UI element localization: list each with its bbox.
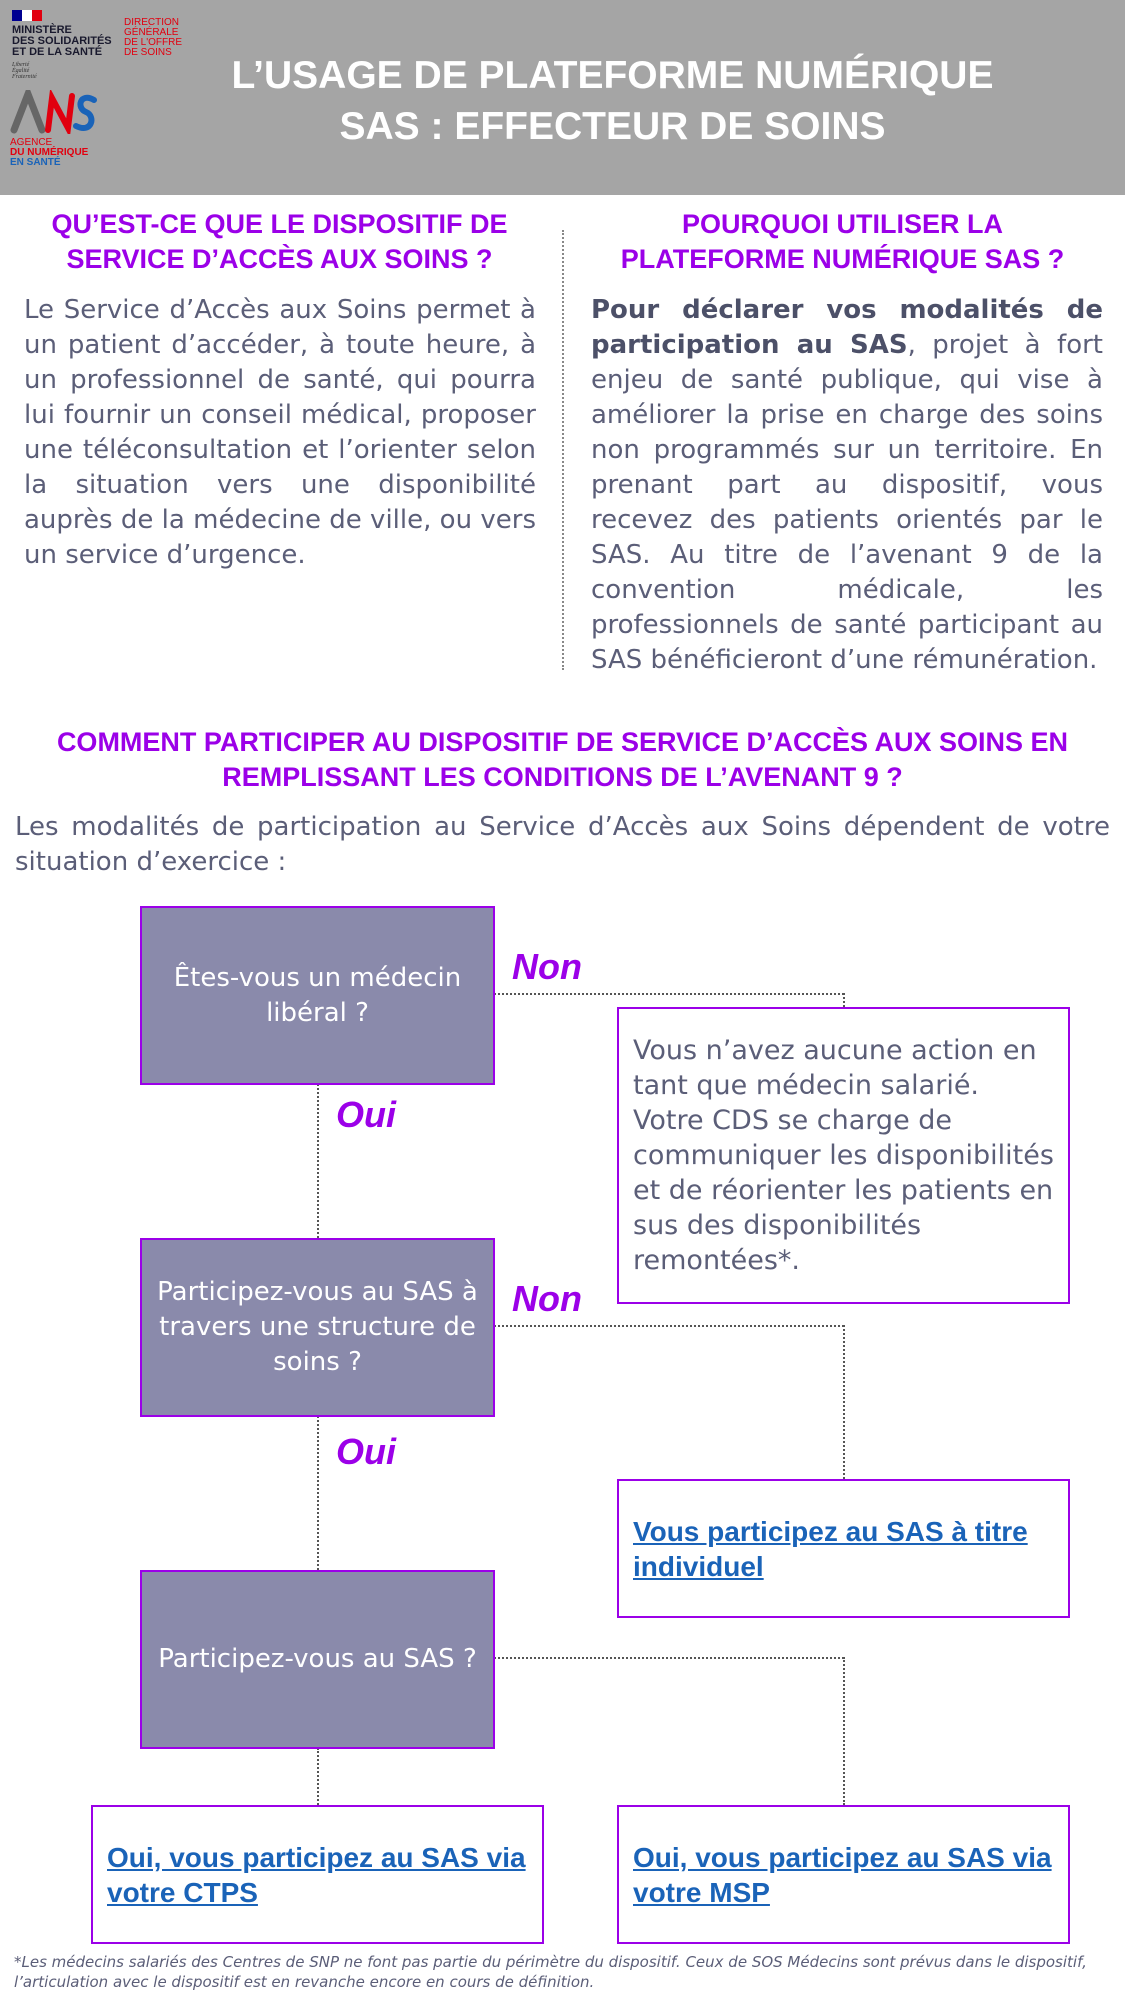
right-section-text bbox=[591, 293, 1103, 678]
question-text-liberal: Êtes-vous un médecin libéral ? bbox=[173, 962, 462, 1028]
answer-box-salarie bbox=[617, 1007, 1070, 1304]
page-title-line-2: SAS : EFFECTEUR DE SOINS bbox=[339, 105, 886, 148]
ministry-name-line-1: MINISTÈRE bbox=[12, 24, 72, 36]
participation-title: COMMENT PARTICIPER AU DISPOSITIF DE SERVICE D’ACCÈS AUX SOINS EN REMPLISSANT LES CONDITIONS DE L’AVENANT 9 ? bbox=[56, 727, 1069, 792]
connector-q2-oui bbox=[317, 1416, 319, 1570]
connector-q1-oui bbox=[317, 1084, 319, 1238]
ans-line-1: AGENCE bbox=[10, 137, 53, 148]
page-title bbox=[170, 50, 1055, 152]
ans-line-2: DU NUMÉRIQUE bbox=[10, 147, 89, 158]
left-section-text: Le Service d’Accès aux Soins permet à un patient d’accéder, à toute heure, à un professionnel de santé, qui pourra lui fournir un conseil médical, proposer une téléconsultation et l’orienter selon la situation vers une disponibilité auprès de la médecine de ville, ou vers un service d’urgence. bbox=[24, 295, 536, 570]
connector-q3-down bbox=[317, 1748, 319, 1805]
connector-q2-non-down bbox=[843, 1325, 845, 1479]
left-section-title: QU’EST-CE QUE LE DISPOSITIF DE SERVICE D’ACCÈS AUX SOINS ? bbox=[51, 209, 508, 274]
question-box-structure bbox=[140, 1238, 495, 1417]
individual-participation-link[interactable]: Vous participez au SAS à titre individuel bbox=[633, 1515, 1028, 1582]
question-text-participation: Participez-vous au SAS ? bbox=[158, 1644, 477, 1674]
question-text-structure: Participez-vous au SAS à travers une structure de soins ? bbox=[157, 1277, 478, 1377]
question-box-liberal bbox=[140, 906, 495, 1085]
right-section-text-bold: Pour déclarer vos modalités de participation au SAS bbox=[591, 295, 1103, 360]
column-divider bbox=[562, 230, 564, 670]
french-flag-icon bbox=[12, 10, 42, 21]
connector-q1-non-down bbox=[843, 993, 845, 1007]
motto-line-3: Fraternité bbox=[12, 74, 37, 80]
answer-box-msp bbox=[617, 1805, 1070, 1944]
dgos-line-1: DIRECTION bbox=[124, 17, 179, 28]
label-oui-2: Oui bbox=[336, 1431, 396, 1472]
label-non-1: Non bbox=[512, 946, 582, 987]
label-non-2: Non bbox=[512, 1278, 582, 1319]
answer-box-individuel bbox=[617, 1479, 1070, 1618]
ministry-name-line-2: DES SOLIDARITÉS bbox=[12, 35, 112, 47]
right-section-text-rest: , projet à fort enjeu de santé publique, qui vise à améliorer la prise en charge des soins non programmés sur un territoire. En prenant part au dispositif, vous recevez des patients orientés par le SAS. Au titre de l’avenant 9 de la convention médicale, les professionnels de santé participant au SAS bénéficieront d’une rémunération. bbox=[591, 330, 1103, 675]
answer-text-salarie: Vous n’avez aucune action en tant que médecin salarié. Votre CDS se charge de communiquer les disponibilités et de réorienter les patients en sus des disponibilités remontées*. bbox=[633, 1035, 1054, 1276]
connector-q1-non bbox=[494, 993, 844, 995]
ministry-logo bbox=[12, 8, 122, 88]
ans-logo bbox=[10, 90, 120, 175]
dgos-line-4: DE SOINS bbox=[124, 47, 172, 58]
label-oui-1: Oui bbox=[336, 1094, 396, 1135]
dgos-line-2: GÉNÉRALE bbox=[124, 27, 179, 38]
answer-box-ctps bbox=[91, 1805, 544, 1944]
right-section-title: POURQUOI UTILISER LA PLATEFORME NUMÉRIQUE SAS ? bbox=[620, 209, 1065, 274]
participation-intro: Les modalités de participation au Service d’Accès aux Soins dépendent de votre situation d’exercice : bbox=[15, 812, 1110, 877]
ctps-participation-link[interactable]: Oui, vous participez au SAS via votre CTPS bbox=[107, 1841, 526, 1908]
ans-mark-icon bbox=[10, 90, 100, 134]
ministry-name-line-3: ET DE LA SANTÉ bbox=[12, 46, 103, 58]
connector-q2-non bbox=[494, 1325, 844, 1327]
question-box-participation bbox=[140, 1570, 495, 1749]
motto-line-2: Égalité bbox=[12, 68, 30, 74]
ans-line-3: EN SANTÉ bbox=[10, 157, 61, 168]
header-banner bbox=[0, 0, 1125, 195]
connector-q3-right-down bbox=[843, 1657, 845, 1805]
dgos-line-3: DE L'OFFRE bbox=[124, 37, 183, 48]
motto-line-1: Liberté bbox=[12, 62, 30, 68]
page-title-line-1: L’USAGE DE PLATEFORME NUMÉRIQUE bbox=[231, 54, 994, 97]
footnote: *Les médecins salariés des Centres de SNP ne font pas partie du périmètre du dispositif. Ceux de SOS Médecins sont prévus dans le dispositif, l’articulation avec le dispositif est en revanche encore en cours de définition. bbox=[14, 1953, 1087, 1991]
msp-participation-link[interactable]: Oui, vous participez au SAS via votre MSP bbox=[633, 1841, 1052, 1908]
connector-q3-right bbox=[494, 1657, 844, 1659]
